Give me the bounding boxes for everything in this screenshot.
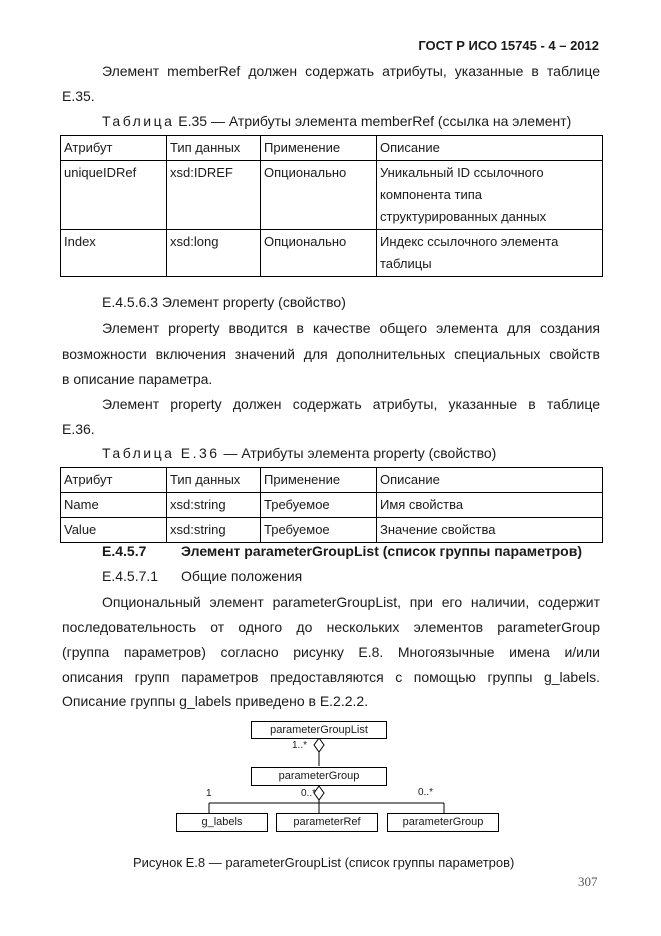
paragraph-line: E.35. [62,88,95,104]
table-cell: xsd:string [167,493,261,518]
table-header-cell: Атрибут [61,136,167,161]
paragraph-line: последовательность от одного до нескольких элементов parameterGroup [62,619,600,635]
cell-line: таблицы [380,256,432,271]
uml-box-parametergroup: parameterGroup [251,767,387,786]
cell-line: Уникальный ID ссылочного [380,165,544,180]
paragraph-line: Описание группы g_labels приведено в E.2.2.2. [62,693,369,709]
table-header-cell: Описание [377,468,603,493]
table-cell: Опционально [261,230,377,277]
section-heading: Общие положения [181,568,303,584]
table-caption-text: — Атрибуты элемента property (свойство) [219,445,497,461]
page-number: 307 [578,874,598,889]
table-cell: Значение свойства [377,518,603,543]
paragraph-line: в описание параметра. [62,371,213,387]
table-cell: Index [61,230,167,277]
table-cell: uniqueIDRef [61,161,167,230]
uml-box-parametergrouplist: parameterGroupList [251,721,387,739]
paragraph-line: возможности включения значений для дополнительных специальных свойств [62,346,600,362]
paragraph-line: описания групп параметров предоставляются с помощью группы g_labels. [62,669,600,685]
paragraph-line: Элемент property вводится в качестве общего элемента для создания [102,320,600,336]
multiplicity-label: 0..* [301,788,317,799]
table-cell: Name [61,493,167,518]
table-header-cell: Тип данных [167,468,261,493]
table-cell: Требуемое [261,518,377,543]
cell-line: структурированных данных [380,209,547,224]
table-header-cell: Атрибут [61,468,167,493]
paragraph-line: Опциональный элемент parameterGroupList, при его наличии, содержит [102,594,600,610]
table-header-cell: Тип данных [167,136,261,161]
figure-caption: Рисунок E.8 — parameterGroupList (список группы параметров) [133,855,515,870]
multiplicity-label: 0..* [418,787,434,798]
table-header-cell: Применение [261,136,377,161]
cell-line: Индекс ссылочного элемента [380,234,559,249]
table-caption-text: E.35 — Атрибуты элемента memberRef (ссылка на элемент) [178,113,572,129]
document-header: ГОСТ Р ИСО 15745 - 4 – 2012 [418,38,599,53]
paragraph-line: Элемент property должен содержать атрибуты, указанные в таблице [102,396,600,412]
uml-box-parameterref: parameterRef [276,813,378,832]
table-cell: xsd:long [167,230,261,277]
section-heading: E.4.5.6.3 Элемент property (свойство) [102,294,346,310]
aggregation-diamond-icon [314,738,324,752]
paragraph-line: E.36. [62,421,95,437]
table-caption-prefix: Таблица E.36 [102,445,220,461]
table-cell: Имя свойства [377,493,603,518]
multiplicity-label: 1..* [292,740,308,751]
table-cell: xsd:string [167,518,261,543]
multiplicity-label: 1 [206,788,212,799]
section-number: E.4.5.7 [102,543,147,559]
table-caption-prefix: Таблица [102,113,175,129]
table-header-cell: Применение [261,468,377,493]
section-heading: Элемент parameterGroupList (список группы параметров) [181,543,582,559]
table-cell: Опционально [261,161,377,230]
uml-box-g-labels: g_labels [176,813,268,832]
table-cell: Требуемое [261,493,377,518]
paragraph-line: Элемент memberRef должен содержать атрибуты, указанные в таблице [102,63,600,79]
paragraph-line: (группа параметров) согласно рисунку E.8. Многоязычные имена и/или [62,644,600,660]
uml-box-parametergroup-child: parameterGroup [387,813,499,832]
section-number: E.4.5.7.1 [102,568,159,584]
table-cell: Value [61,518,167,543]
table-cell: xsd:IDREF [167,161,261,230]
cell-line: компонента типа [380,187,482,202]
table-header-cell: Описание [377,136,603,161]
